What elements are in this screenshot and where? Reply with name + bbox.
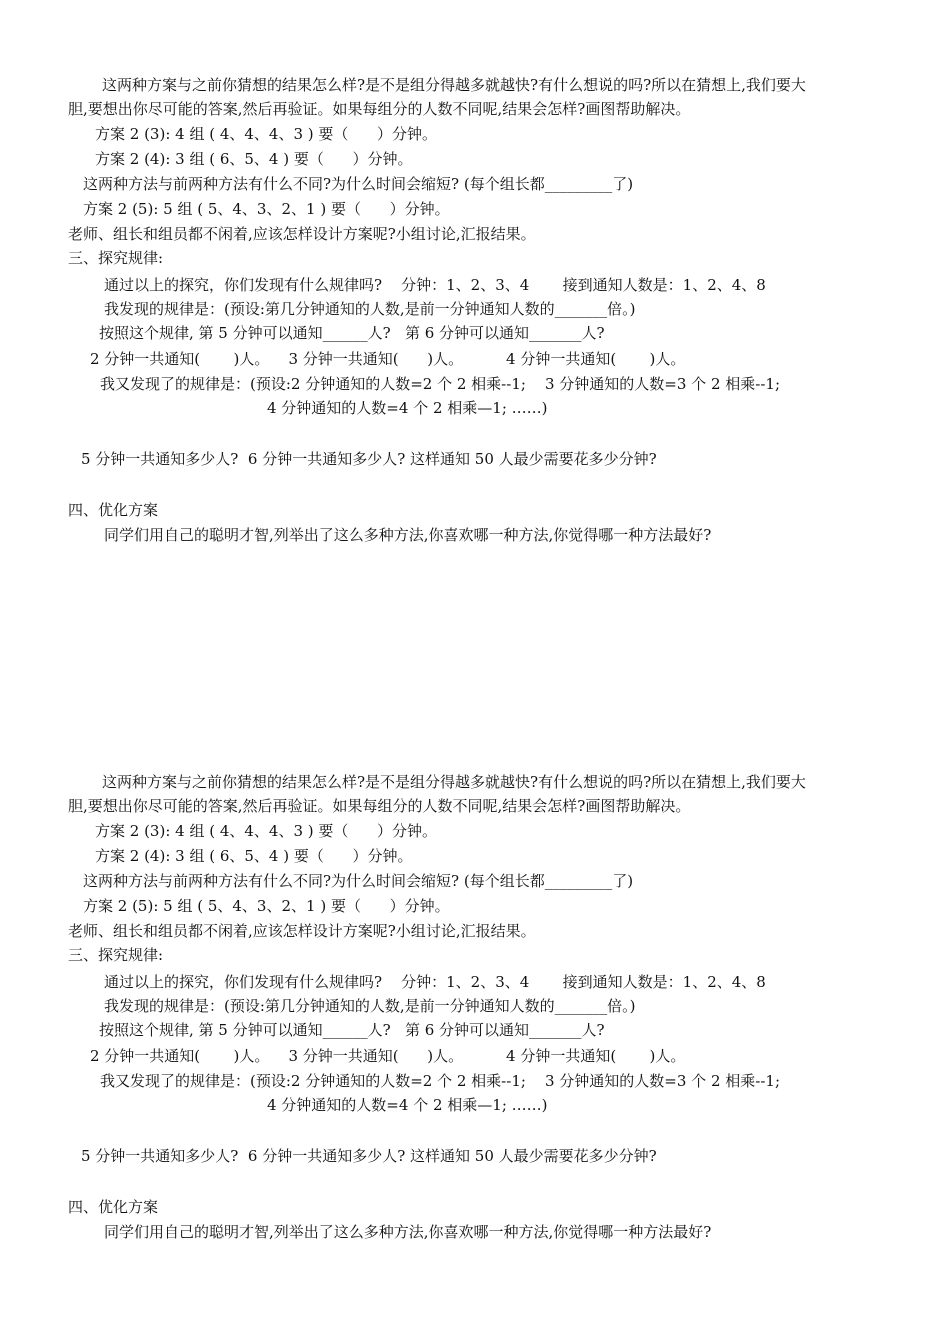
plan-2-4: 方案 2 (4): 3 组 ( 6、5、4 ) 要（ ）分钟。 xyxy=(95,847,413,865)
intro-paragraph-line-2: 胆,要想出你尽可能的答案,然后再验证。如果每组分的人数不同呢,结果会怎样?画图帮助解决。 xyxy=(68,797,691,815)
comparison-question: 这两种方法与前两种方法有什么不同?为什么时间会缩短? (每个组长都_________了) xyxy=(83,872,634,890)
rule-two-line-2: 4 分钟通知的人数=4 个 2 相乘—1; ……) xyxy=(267,399,548,417)
totals-question: 2 分钟一共通知( )人。 3 分钟一共通知( )人。 4 分钟一共通知( )人。 xyxy=(90,350,686,368)
rule-application: 按照这个规律, 第 5 分钟可以通知______人? 第 6 分钟可以通知_______人? xyxy=(99,1021,605,1039)
rule-two-line-2: 4 分钟通知的人数=4 个 2 相乘—1; ……) xyxy=(267,1096,548,1114)
intro-paragraph-line-1: 这两种方案与之前你猜想的结果怎么样?是不是组分得越多就越快?有什么想说的吗?所以在猜想上,我们要大 xyxy=(102,76,806,94)
plan-2-3: 方案 2 (3): 4 组 ( 4、4、4、3 ) 要（ ）分钟。 xyxy=(95,125,438,143)
comparison-question: 这两种方法与前两种方法有什么不同?为什么时间会缩短? (每个组长都_________了) xyxy=(83,175,634,193)
section-heading-optimize: 四、优化方案 xyxy=(68,1198,159,1216)
rule-two-line-1: 我又发现了的规律是：(预设:2 分钟通知的人数=2 个 2 相乘--1; 3 分钟通知的人数=3 个 2 相乘--1; xyxy=(100,1072,780,1090)
fifty-people-question: 5 分钟一共通知多少人? 6 分钟一共通知多少人? 这样通知 50 人最少需要花多少分钟? xyxy=(81,450,657,468)
fifty-people-question: 5 分钟一共通知多少人? 6 分钟一共通知多少人? 这样通知 50 人最少需要花多少分钟? xyxy=(81,1147,657,1165)
rule-one: 我发现的规律是：(预设:第几分钟通知的人数,是前一分钟通知人数的_______倍。) xyxy=(104,300,636,318)
rule-one: 我发现的规律是：(预设:第几分钟通知的人数,是前一分钟通知人数的_______倍。) xyxy=(104,997,636,1015)
rule-application: 按照这个规律, 第 5 分钟可以通知______人? 第 6 分钟可以通知_______人? xyxy=(99,324,605,342)
design-prompt: 老师、组长和组员都不闲着,应该怎样设计方案呢?小组讨论,汇报结果。 xyxy=(68,922,536,940)
plan-2-4: 方案 2 (4): 3 组 ( 6、5、4 ) 要（ ）分钟。 xyxy=(95,150,413,168)
plan-2-5: 方案 2 (5): 5 组 ( 5、4、3、2、1 ) 要（ ）分钟。 xyxy=(83,200,450,218)
explore-question: 通过以上的探究，你们发现有什么规律吗? 分钟：1、2、3、4 接到通知人数是：1、2、4、8 xyxy=(104,973,766,991)
plan-2-5: 方案 2 (5): 5 组 ( 5、4、3、2、1 ) 要（ ）分钟。 xyxy=(83,897,450,915)
rule-two-line-1: 我又发现了的规律是：(预设:2 分钟通知的人数=2 个 2 相乘--1; 3 分钟通知的人数=3 个 2 相乘--1; xyxy=(100,375,780,393)
section-heading-optimize: 四、优化方案 xyxy=(68,501,159,519)
design-prompt: 老师、组长和组员都不闲着,应该怎样设计方案呢?小组讨论,汇报结果。 xyxy=(68,225,536,243)
optimize-question: 同学们用自己的聪明才智,列举出了这么多种方法,你喜欢哪一种方法,你觉得哪一种方法最好? xyxy=(104,1223,712,1241)
optimize-question: 同学们用自己的聪明才智,列举出了这么多种方法,你喜欢哪一种方法,你觉得哪一种方法最好? xyxy=(104,526,712,544)
intro-paragraph-line-1: 这两种方案与之前你猜想的结果怎么样?是不是组分得越多就越快?有什么想说的吗?所以在猜想上,我们要大 xyxy=(102,773,806,791)
explore-question: 通过以上的探究，你们发现有什么规律吗? 分钟：1、2、3、4 接到通知人数是：1、2、4、8 xyxy=(104,276,766,294)
totals-question: 2 分钟一共通知( )人。 3 分钟一共通知( )人。 4 分钟一共通知( )人。 xyxy=(90,1047,686,1065)
section-heading-explore-rules: 三、探究规律: xyxy=(68,249,164,267)
plan-2-3: 方案 2 (3): 4 组 ( 4、4、4、3 ) 要（ ）分钟。 xyxy=(95,822,438,840)
intro-paragraph-line-2: 胆,要想出你尽可能的答案,然后再验证。如果每组分的人数不同呢,结果会怎样?画图帮助解决。 xyxy=(68,100,691,118)
section-heading-explore-rules: 三、探究规律: xyxy=(68,946,164,964)
